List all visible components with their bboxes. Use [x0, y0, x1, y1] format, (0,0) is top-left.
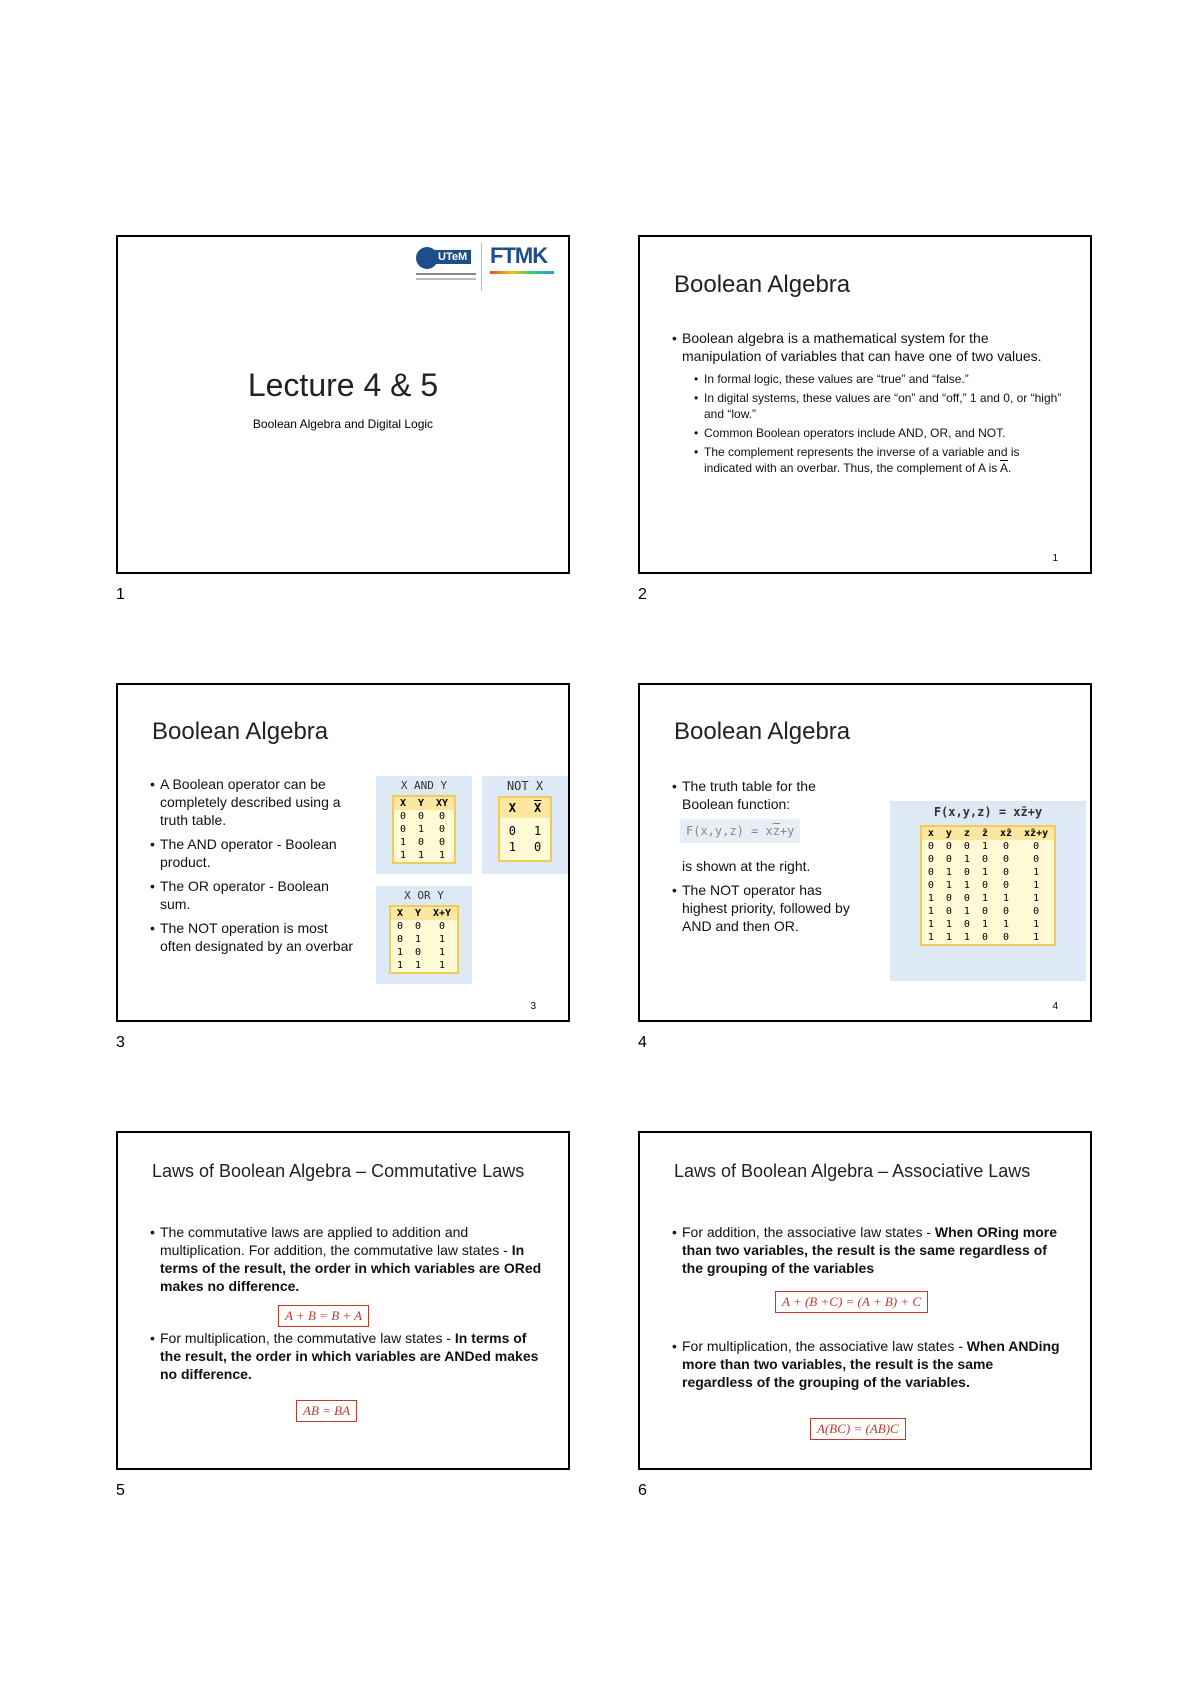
bullet-list: [672, 1223, 1067, 1283]
bullet: • The NOT operation is most often designated by an overbar: [150, 919, 360, 955]
bullet-list: [672, 329, 1062, 479]
utem-logo: UTeM: [416, 245, 478, 285]
slide-5: [116, 1131, 570, 1470]
slide-number: 5: [116, 1482, 125, 1499]
page-number: 3: [530, 1001, 536, 1012]
bullet-list: [672, 777, 862, 941]
associative-addition-formula: A + (B +C) = (A + B) + C: [775, 1291, 928, 1313]
slide-6: [638, 1131, 1092, 1470]
page-number: 1: [1052, 553, 1058, 564]
ftmk-logo: FTMK: [490, 243, 560, 287]
and-truth-table: X AND Y X Y XY 0 0 0 0 1 0 1 0 0 1 1 1: [376, 776, 472, 874]
slide-number: 4: [638, 1034, 647, 1051]
slide-number: 6: [638, 1482, 647, 1499]
commutative-addition-formula: A + B = B + A: [278, 1305, 369, 1327]
slide-title: Boolean Algebra: [152, 718, 329, 745]
bullet: • The AND operator - Boolean product.: [150, 835, 360, 871]
slide-title: Laws of Boolean Algebra – Associative Laws: [674, 1161, 1031, 1181]
slide-number: 1: [116, 586, 125, 603]
bullet-list: [150, 1223, 545, 1301]
commutative-multiplication-formula: AB = BA: [296, 1400, 357, 1422]
slide-title: Boolean Algebra: [674, 718, 851, 745]
sub-bullet: • In formal logic, these values are “true” and “false.”: [672, 371, 1062, 387]
bullet-list: [150, 1329, 545, 1389]
bullet: • The OR operator - Boolean sum.: [150, 877, 360, 913]
bullet: • A Boolean operator can be completely described using a truth table.: [150, 775, 360, 829]
bullet: • The NOT operator has highest priority, followed by AND and then OR.: [672, 881, 862, 935]
subtitle: Boolean Algebra and Digital Logic: [252, 417, 434, 431]
shown-text: is shown at the right.: [682, 858, 811, 874]
slide-3: [116, 683, 570, 1022]
slide-title: Boolean Algebra: [674, 271, 851, 298]
bullet: • The truth table for the Boolean function:: [672, 777, 862, 813]
slide-4: [638, 683, 1092, 1022]
page-number: 4: [1052, 1001, 1058, 1012]
bullet: • The commutative laws are applied to addition and multiplication. For addition, the commutative law states - In terms of the result, the order in which variables are ORed makes no difference.: [150, 1223, 545, 1295]
or-truth-table: X OR Y X Y X+Y 0 0 0 0 1 1 1 0 1 1 1 1: [376, 886, 472, 984]
slide-number: 2: [638, 586, 647, 603]
slide-2: [638, 235, 1092, 574]
bullet: • For addition, the associative law states - When ORing more than two variables, the result is the same regardless of the grouping of the variables: [672, 1223, 1067, 1277]
not-truth-table: NOT X X $\overline{X}$ 0 1 1 0: [482, 776, 568, 874]
sub-bullet: • Common Boolean operators include AND, OR, and NOT.: [672, 425, 1062, 441]
slide-title: Laws of Boolean Algebra – Commutative Laws: [152, 1161, 525, 1181]
bullet-list: [150, 775, 360, 961]
bullet: • For multiplication, the associative law states - When ANDing more than two variables, the result is the same regardless of the grouping of the variables.: [672, 1337, 1067, 1391]
bullet: • Boolean algebra is a mathematical system for the manipulation of variables that can have one of two values.: [672, 329, 1062, 365]
associative-multiplication-formula: A(BC) = (AB)C: [810, 1418, 906, 1440]
function-truth-table: F(x,y,z) = xz̄+y x y z z̄ xz̄ xz̄+y 0 0 0 1 0 0 0 0 1 0 0 0 0 1 0 1 0 1 0 1 1 0 0 1 1 0 0 1 1 1 1 0 1 0 0 0 1 1 0 1 1 1 1 1 1 0 0 1: [890, 801, 1086, 981]
slide-number: 3: [116, 1034, 125, 1051]
bullet-list: [672, 1337, 1067, 1397]
page-title: Lecture 4 & 5: [247, 367, 439, 403]
sub-bullet: • The complement represents the inverse of a variable and is indicated with an overbar. Thus, the complement of A is $\overline{A}$.: [672, 444, 1062, 476]
boolean-function: $F(x,y,z) = x\overline{z}+y$: [680, 819, 800, 843]
sub-bullet: • In digital systems, these values are “on” and “off,” 1 and 0, or “high” and “low.”: [672, 390, 1062, 422]
bullet: • For multiplication, the commutative law states - In terms of the result, the order in which variables are ANDed makes no difference.: [150, 1329, 545, 1383]
slide-1: [116, 235, 570, 574]
